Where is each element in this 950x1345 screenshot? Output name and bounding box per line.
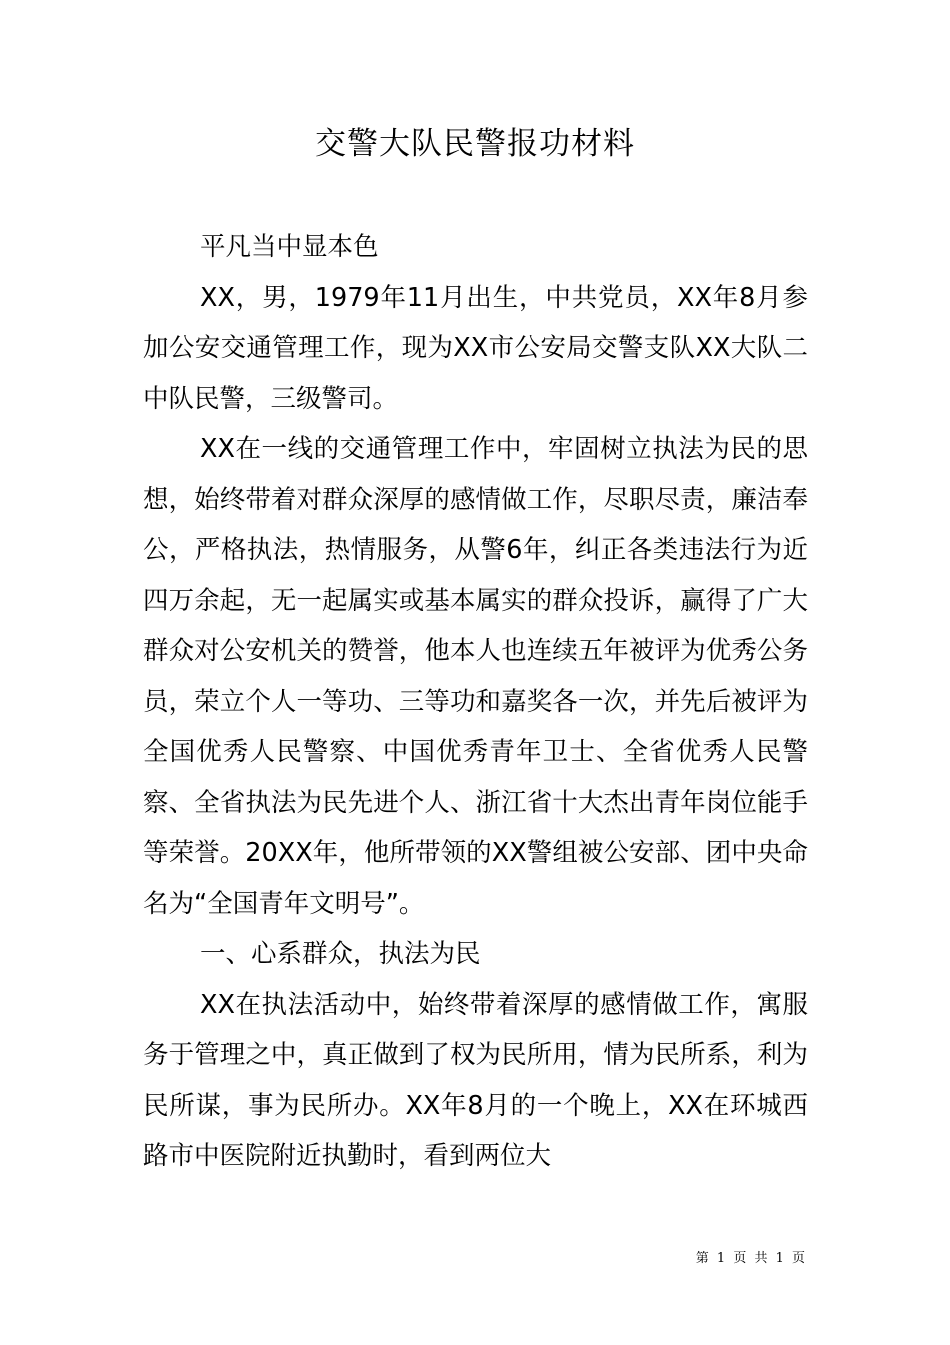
paragraph-section-1: XX在执法活动中，始终带着深厚的感情做工作，寓服务于管理之中，真正做到了权为民所用，情为民所系，利为民所谋，事为民所办。XX年8月的一个晚上，XX在环城西路市中医院附近执勤时，看到两位大: [143, 989, 808, 1171]
page-footer: 第 1 页 共 1 页: [695, 1251, 807, 1266]
paragraph-achievements: XX在一线的交通管理工作中，牢固树立执法为民的思想，始终带着对群众深厚的感情做工作，尽职尽责，廉洁奉公，严格执法，热情服务，从警6年，纠正各类违法行为近四万余起，无一起属实或基本属实的群众投诉，赢得了广大群众对公安机关的赞誉，他本人也连续五年被评为优秀公务员，荣立个人一等功、三等功和嘉奖各一次，并先后被评为全国优秀人民警察、中国优秀青年卫士、全省优秀人民警察、全省执法为民先进个人、浙江省十大杰出青年岗位能手等荣誉。20XX年，他所带领的XX警组被公安部、团中央命名为“全国青年文明号”。: [143, 434, 808, 919]
document-title: 交警大队民警报功材料: [315, 126, 635, 162]
paragraph-profile: XX，男，1979年11月出生，中共党员，XX年8月参加公安交通管理工作，现为XX市公安局交警支队XX大队二中队民警，三级警司。: [143, 282, 808, 414]
document-body: [143, 222, 808, 1182]
section-heading-1: 一、心系群众，执法为民: [200, 939, 481, 969]
section-subtitle: 平凡当中显本色: [200, 232, 379, 262]
